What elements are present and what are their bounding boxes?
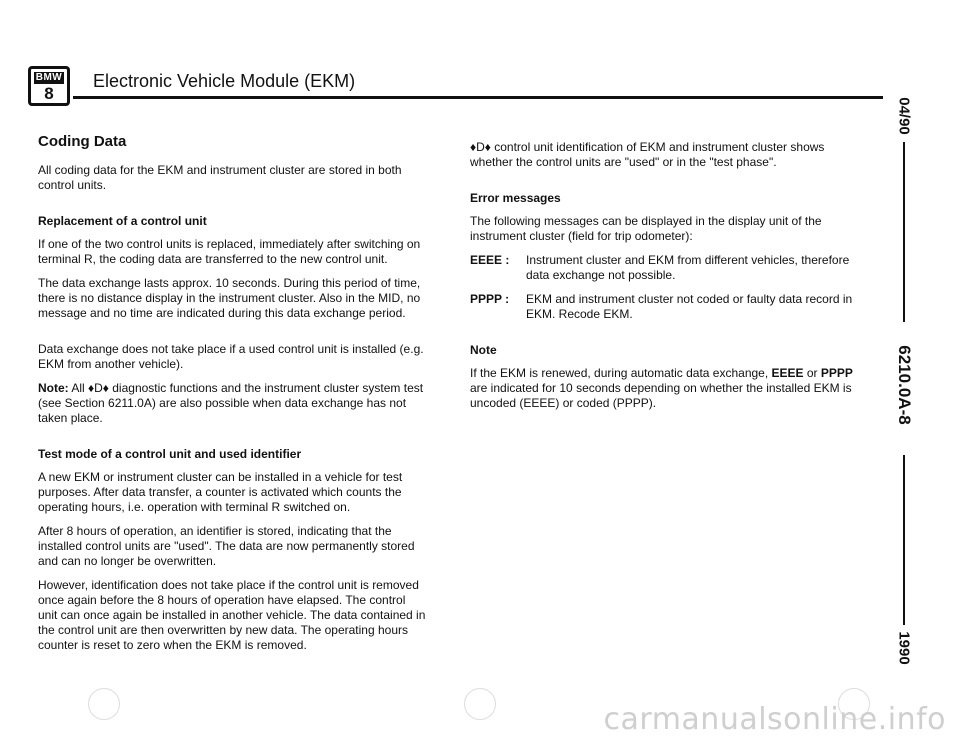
- page-title: Electronic Vehicle Module (EKM): [93, 71, 356, 91]
- watermark: carmanualsonline.info: [603, 702, 946, 737]
- text-run-bold: EEEE: [771, 366, 804, 380]
- section-heading: Coding Data: [38, 133, 127, 150]
- error-code: EEEE :: [470, 253, 510, 267]
- subheading: Test mode of a control unit and used identifier: [38, 447, 302, 461]
- text-run: If the EKM is renewed, during automatic data exchange,: [470, 366, 772, 380]
- side-divider: [903, 142, 905, 322]
- paragraph: [470, 366, 855, 411]
- error-message-item: [470, 292, 855, 322]
- error-message-item: [470, 253, 855, 283]
- subheading: Note: [470, 343, 497, 357]
- paragraph: Data exchange does not take place if a used control unit is installed (e.g. EKM from another vehicle).: [38, 342, 424, 371]
- error-code: PPPP :: [470, 292, 510, 306]
- subheading: Error messages: [470, 191, 561, 205]
- paragraph: The data exchange lasts approx. 10 seconds. During this period of time, there is no distance display in the instrument cluster. Also in the MID, no message and no time are indicated during this data exchange period.: [38, 276, 421, 320]
- paragraph: ♦D♦ control unit identification of EKM and instrument cluster shows whether the control units are "used" or in the "test phase".: [470, 140, 825, 169]
- subheading: Replacement of a control unit: [38, 214, 207, 228]
- left-column: [38, 134, 426, 662]
- note-paragraph: [38, 381, 426, 426]
- text-run: are indicated for 10 seconds depending on whether the installed EKM is uncoded (EEEE) or coded (PPPP).: [470, 381, 852, 410]
- bmw-8-logo: [28, 66, 70, 106]
- right-column: [470, 140, 855, 420]
- error-description: EKM and instrument cluster not coded or faulty data record in EKM. Recode EKM.: [526, 292, 853, 321]
- text-run: or: [803, 366, 821, 380]
- side-section-code: 6210.0A-8: [895, 345, 914, 425]
- paragraph: The following messages can be displayed in the display unit of the instrument cluster (field for trip odometer):: [470, 214, 822, 243]
- paragraph: All coding data for the EKM and instrument cluster are stored in both control units.: [38, 163, 402, 192]
- binder-hole: [464, 688, 496, 720]
- note-text: All ♦D♦ diagnostic functions and the instrument cluster system test (see Section 6211.0A) are also possible when data exchange has not taken place.: [38, 381, 424, 425]
- side-divider: [903, 455, 905, 625]
- error-description: Instrument cluster and EKM from different vehicles, therefore data exchange not possible.: [526, 253, 850, 282]
- logo-brand: BMW: [35, 72, 63, 83]
- note-label: Note:: [38, 381, 69, 395]
- header-rule: [73, 96, 883, 99]
- side-year: 1990: [895, 631, 913, 665]
- text-run-bold: PPPP: [820, 366, 853, 380]
- paragraph: However, identification does not take place if the control unit is removed once again before the 8 hours of operation have elapsed. The control unit can once again be installed in another vehicle. The data contained in the control unit are then overwritten by new data. The operating hours counter is reset to zero when the EKM is removed.: [38, 578, 426, 652]
- logo-series: 8: [44, 84, 54, 103]
- binder-hole: [88, 688, 120, 720]
- paragraph: After 8 hours of operation, an identifier is stored, indicating that the installed control units are "used". The data are now permanently stored and can no longer be overwritten.: [38, 524, 415, 568]
- side-date: 04/90: [895, 97, 913, 135]
- paragraph: A new EKM or instrument cluster can be installed in a vehicle for test purposes. After data transfer, a counter is activated which counts the operating hours, i.e. operation with terminal R switched on.: [38, 470, 403, 514]
- paragraph: If one of the two control units is replaced, immediately after switching on terminal R, the coding data are transferred to the new control unit.: [38, 237, 421, 266]
